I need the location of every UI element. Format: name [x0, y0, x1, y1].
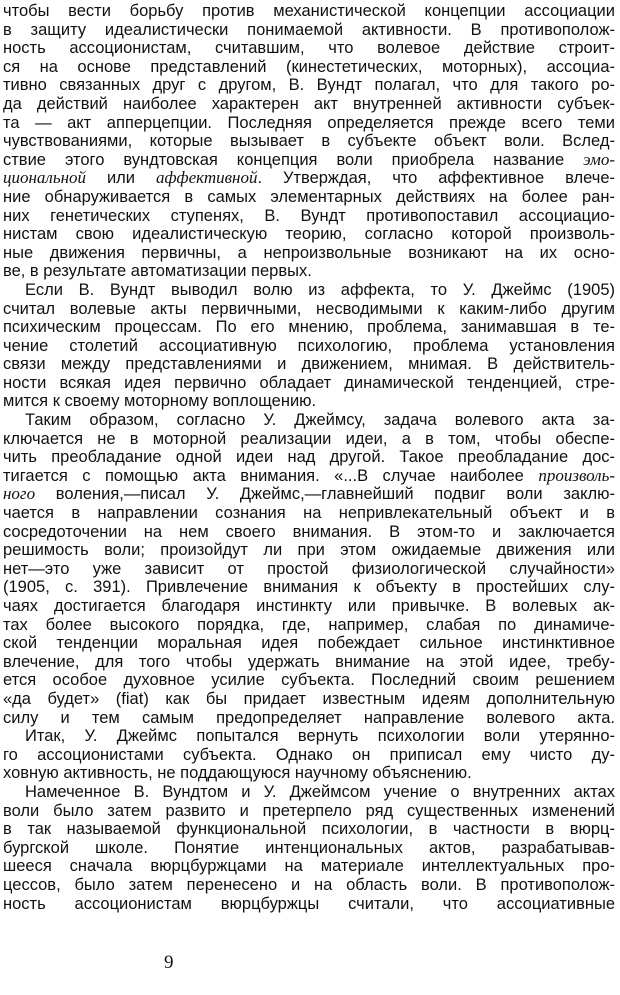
text-line	[3, 839, 615, 858]
text-segment: чение столетий ассоциативную психологию, проблема установления	[3, 336, 615, 355]
text-line	[3, 709, 615, 728]
text-segment: нистам свою идеалистическую теорию, согласно которой произволь-	[3, 225, 615, 244]
text-line	[3, 169, 615, 188]
text-segment: или	[86, 169, 156, 188]
text-line	[3, 802, 615, 821]
text-segment: Итак, У. Джеймс попытался вернуть психологии воли утерянно-	[25, 727, 615, 746]
text-segment: тигается с помощью акта внимания. «...В случае наиболее	[3, 466, 539, 485]
text-segment: ности всякая идея первично обладает динамической тенденцией, стре-	[3, 373, 615, 392]
text-line	[3, 95, 615, 114]
text-line	[3, 578, 615, 597]
text-line	[3, 746, 615, 765]
text-segment: ность ассоционистам, считавшим, что волевое действие строит-	[3, 39, 615, 58]
text-segment: ховную активность, не поддающуюся научному объяснению.	[3, 764, 472, 783]
text-line	[3, 430, 615, 449]
text-line	[3, 207, 615, 226]
text-segment: чаях достигается благодаря инстинкту или привычке. В волевых ак-	[3, 597, 615, 615]
text-segment: решимость воли; произойдут ли при этом ожидаемые движения или	[3, 541, 615, 560]
text-segment: чувствованиями, которые вызывает в субъекте объект воли. Вслед-	[3, 132, 615, 151]
text-segment: силу и тем самым предопределяет направление волевого акта.	[3, 708, 615, 727]
text-line	[3, 616, 615, 635]
text-line	[3, 21, 615, 40]
text-line	[3, 392, 615, 411]
text-segment: ствие этого вундтовская концепция воли приобрела название	[3, 150, 584, 169]
text-segment: го ассоционистами субъекта. Однако он приписал ему чисто ду-	[3, 745, 615, 764]
text-line	[3, 281, 615, 300]
text-segment: ность ассоционистам вюрцбуржцы считали, что ассоциативные	[3, 894, 615, 913]
text-line	[3, 727, 615, 746]
text-segment: чтобы вести борьбу против механистической концепции ассоциации	[3, 2, 615, 20]
text-segment: бургской школе. Понятие интенциональных актов, разрабатывав-	[3, 838, 615, 857]
text-segment: в защиту идеалистически понимаемой активности. В противополож-	[3, 20, 615, 39]
text-segment: считал волевые акты первичными, несводимыми к каким-либо другим	[3, 299, 615, 318]
text-line	[3, 820, 615, 839]
text-line	[3, 783, 615, 802]
text-segment: ключается не в моторной реализации идеи, а в том, чтобы обеспе-	[3, 429, 615, 448]
text-segment: Таким образом, согласно У. Джеймсу, задача волевого акта за-	[25, 411, 615, 430]
text-line	[3, 2, 615, 21]
text-line	[3, 244, 615, 263]
page-number: 9	[164, 952, 174, 973]
text-line	[3, 857, 615, 876]
text-line	[3, 132, 615, 151]
text-segment: ные движения первичны, а непроизвольные возникают на их осно-	[3, 243, 615, 262]
text-segment: нет—это уже зависит от простой физиологической случайности»	[3, 559, 615, 578]
text-line	[3, 597, 615, 616]
text-line	[3, 337, 615, 356]
text-line	[3, 653, 615, 672]
text-segment: чается в направлении сознания на непривлекательный объект и в	[3, 504, 615, 523]
text-line	[3, 467, 615, 486]
text-segment: (1905, с. 391). Привлечение внимания к объекту в простейших слу-	[3, 578, 615, 597]
text-line	[3, 448, 615, 467]
text-line	[3, 895, 615, 914]
text-segment: ется особое духовное усилие субъекта. Последний своим решением	[3, 671, 615, 690]
text-segment: та — акт апперцепции. Последняя определяется прежде всего теми	[3, 113, 615, 132]
text-line	[3, 560, 615, 579]
text-segment: Если В. Вундт выводил волю из аффекта, то У. Джеймс (1905)	[25, 280, 615, 299]
text-segment: ской тенденции моральная идея побеждает сильное инстинктивное	[3, 634, 615, 653]
text-line	[3, 188, 615, 207]
text-line	[3, 541, 615, 560]
text-line	[3, 523, 615, 542]
italic-text: эмо-	[583, 149, 615, 169]
text-segment: Намеченное В. Вундтом и У. Джеймсом учение о внутренних актах	[25, 782, 615, 801]
text-line	[3, 355, 615, 374]
text-segment: ние обнаруживается в самых элементарных действиях на более ран-	[3, 187, 615, 206]
text-line	[3, 300, 615, 319]
text-line	[3, 58, 615, 77]
text-line	[3, 76, 615, 95]
text-segment: сосредоточении на нем своего внимания. В этом-то и заключается	[3, 522, 615, 541]
text-line	[3, 690, 615, 709]
text-line	[3, 764, 615, 783]
text-segment: чить преобладание одной идеи над другой. Такое преобладание дос-	[3, 448, 615, 467]
text-segment: в так называемой функциональной психологии, в частности в вюрц-	[3, 820, 615, 839]
text-segment: мится к своему моторному воплощению.	[3, 392, 317, 411]
text-segment: связи между представлениями и движением, мнимая. В действитель-	[3, 355, 615, 374]
text-line	[3, 39, 615, 58]
text-segment: шееся сначала вюрцбуржцами на материале интеллектуальных про-	[3, 857, 615, 876]
text-segment: да действий наиболее характерен акт внутренней активности субъек-	[3, 94, 615, 113]
italic-text: аффективной	[155, 168, 258, 188]
text-line	[3, 374, 615, 393]
text-segment: цессов, было затем перенесено и на область воли. В противополож-	[3, 875, 615, 894]
text-line	[3, 634, 615, 653]
text-segment: тивно связанных друг с другом, В. Вундт полагал, что для такого ро-	[3, 76, 615, 95]
italic-text: произволь-	[538, 465, 615, 485]
text-segment: воления,—писал У. Джеймс,—главнейший подвиг воли заклю-	[35, 485, 615, 504]
italic-text: ного	[3, 484, 36, 504]
text-line	[3, 225, 615, 244]
text-segment: тах более высокого порядка, где, например, слабая по динамиче-	[3, 615, 615, 634]
text-line	[3, 114, 615, 133]
text-line	[3, 876, 615, 895]
text-line	[3, 262, 615, 281]
text-segment: ве, в результате автоматизации первых.	[3, 262, 312, 281]
page-text	[3, 2, 615, 913]
text-line	[3, 411, 615, 430]
text-line	[3, 151, 615, 170]
text-segment: . Утверждая, что аффективное влече-	[257, 169, 615, 188]
text-line	[3, 671, 615, 690]
text-segment: воли было затем развито и претерпело ряд существенных изменений	[3, 801, 615, 820]
italic-text: циональной	[3, 168, 87, 188]
text-segment: «да будет» (fiat) как бы придает известным идеям дополнительную	[3, 689, 615, 708]
text-segment: них генетических ступенях, В. Вундт противопоставил ассоциацио-	[3, 206, 615, 225]
text-line	[3, 318, 615, 337]
text-segment: влечение, для того чтобы удержать внимание на этой идее, требу-	[3, 652, 615, 671]
text-line	[3, 485, 615, 504]
text-line	[3, 504, 615, 523]
text-segment: ся на основе представлений (кинестетических, моторных), ассоциа-	[3, 57, 615, 76]
text-segment: психическим процессам. По его мнению, проблема, занимавшая в те-	[3, 318, 615, 337]
